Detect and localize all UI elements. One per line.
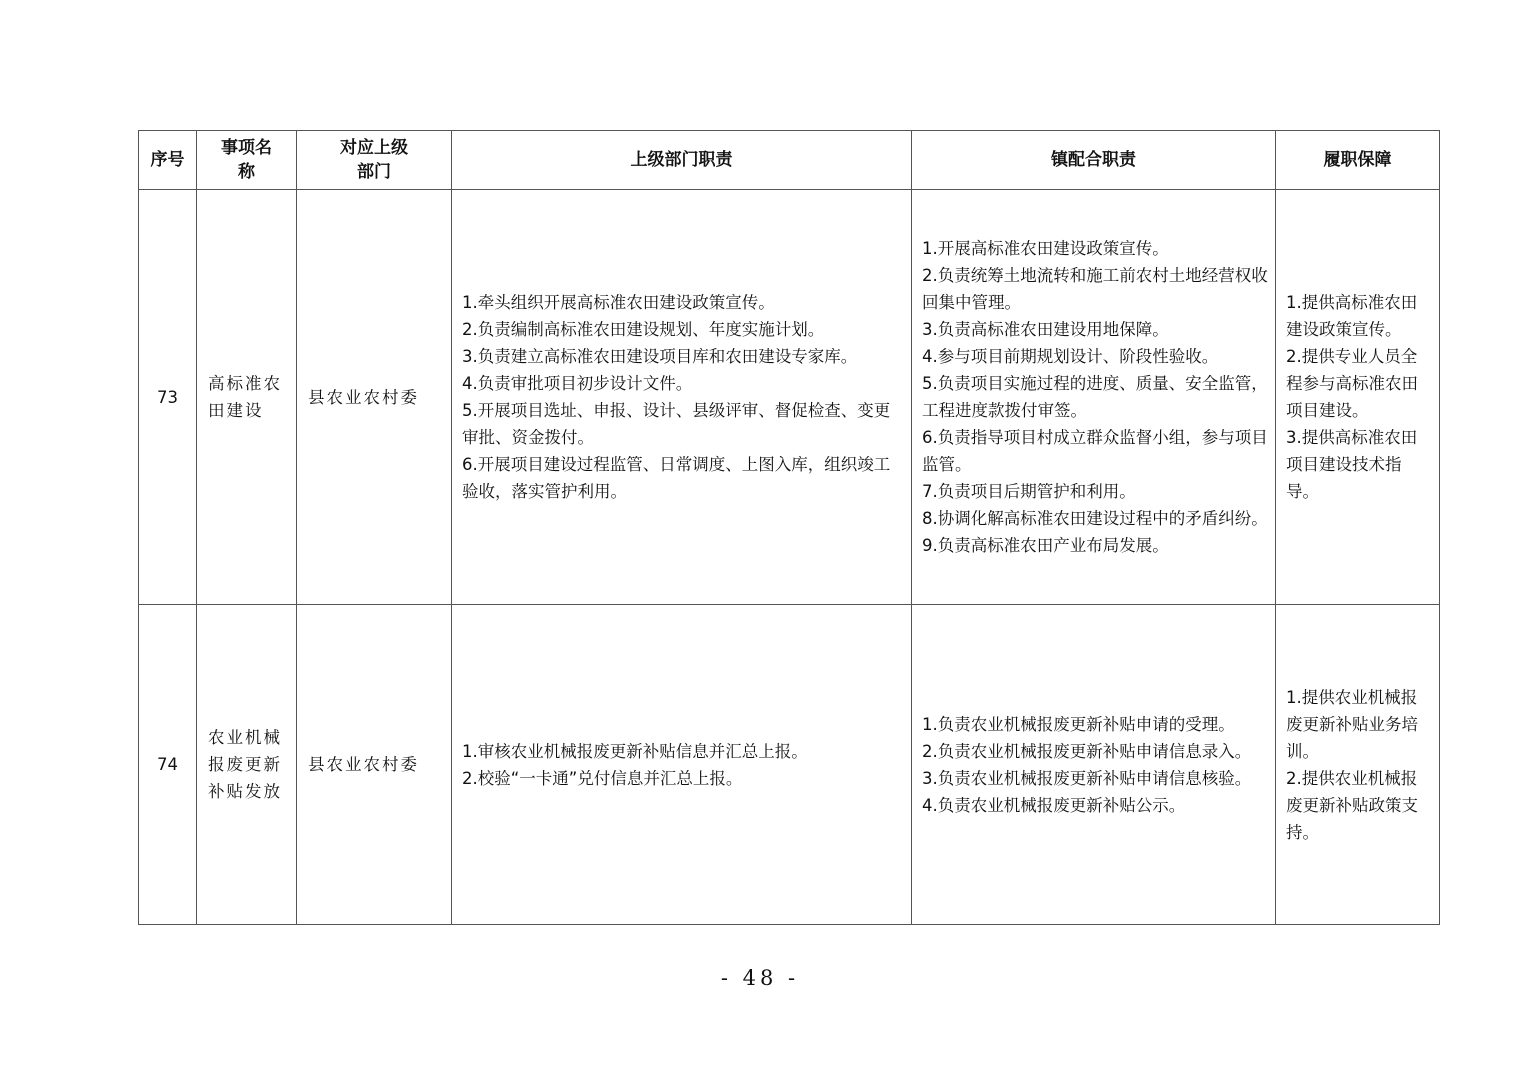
list-item: 3.负责高标准农田建设用地保障。 [922,320,1169,339]
list-item: 3.负责建立高标准农田建设项目库和农田建设专家库。 [462,347,858,366]
list-item: 2.负责农业机械报废更新补贴申请信息录入。 [922,741,1252,761]
list-item: 1.开展高标准农田建设政策宣传。 [922,239,1169,258]
row-item-name: 高标准农田建设 [197,190,297,605]
list-item: 4.参与项目前期规划设计、阶段性验收。 [922,347,1219,366]
header-upper-dept: 对应上级部门 [297,131,452,190]
row-town-duty [912,605,1276,925]
header-seq: 序号 [139,131,197,190]
row-guarantee [1276,605,1440,925]
row-upper-duty [452,605,912,925]
list-item: 1.牵头组织开展高标准农田建设政策宣传。 [462,293,775,312]
page-number: - 48 - [720,966,800,990]
list-item: 2.负责编制高标准农田建设规划、年度实施计划。 [462,320,825,339]
header-item-name: 事项名称 [197,131,297,190]
table-row [139,190,1440,605]
list-item: 5.开展项目选址、申报、设计、县级评审、督促检查、变更审批、资金拨付。 [462,401,891,447]
row-item-name: 农业机械报废更新补贴发放 [197,605,297,925]
list-item: 1.提供农业机械报废更新补贴业务培训。 [1286,687,1418,761]
list-item: 6.负责指导项目村成立群众监督小组，参与项目监管。 [922,428,1268,474]
list-item: 3.提供高标准农田项目建设技术指导。 [1286,428,1418,501]
header-row [139,131,1440,190]
list-item: 1.负责农业机械报废更新补贴申请的受理。 [922,714,1235,734]
row-upper-dept: 县农业农村委 [297,605,452,925]
list-item: 7.负责项目后期管护和利用。 [922,482,1136,501]
table-row [139,605,1440,925]
header-guarantee: 履职保障 [1276,131,1440,190]
row-guarantee [1276,190,1440,605]
row-seq: 74 [139,605,197,925]
list-item: 2.负责统筹土地流转和施工前农村土地经营权收回集中管理。 [922,266,1268,312]
header-town-duty: 镇配合职责 [912,131,1276,190]
list-item: 5.负责项目实施过程的进度、质量、安全监管，工程进度款拨付审签。 [922,374,1268,420]
duty-table [138,130,1440,925]
list-item: 2.校验“一卡通”兑付信息并汇总上报。 [462,768,743,788]
list-item: 2.提供农业机械报废更新补贴政策支持。 [1286,768,1418,842]
header-upper-duty: 上级部门职责 [452,131,912,190]
list-item: 2.提供专业人员全程参与高标准农田项目建设。 [1286,347,1418,420]
list-item: 3.负责农业机械报废更新补贴申请信息核验。 [922,768,1252,788]
list-item: 9.负责高标准农田产业布局发展。 [922,536,1169,555]
list-item: 1.审核农业机械报废更新补贴信息并汇总上报。 [462,741,808,761]
row-town-duty [912,190,1276,605]
list-item: 8.协调化解高标准农田建设过程中的矛盾纠纷。 [922,509,1268,528]
list-item: 6.开展项目建设过程监管、日常调度、上图入库，组织竣工验收，落实管护利用。 [462,455,891,501]
list-item: 4.负责审批项目初步设计文件。 [462,374,693,393]
list-item: 4.负责农业机械报废更新补贴公示。 [922,795,1186,815]
list-item: 1.提供高标准农田建设政策宣传。 [1286,293,1418,339]
row-upper-dept: 县农业农村委 [297,190,452,605]
row-seq: 73 [139,190,197,605]
row-upper-duty [452,190,912,605]
